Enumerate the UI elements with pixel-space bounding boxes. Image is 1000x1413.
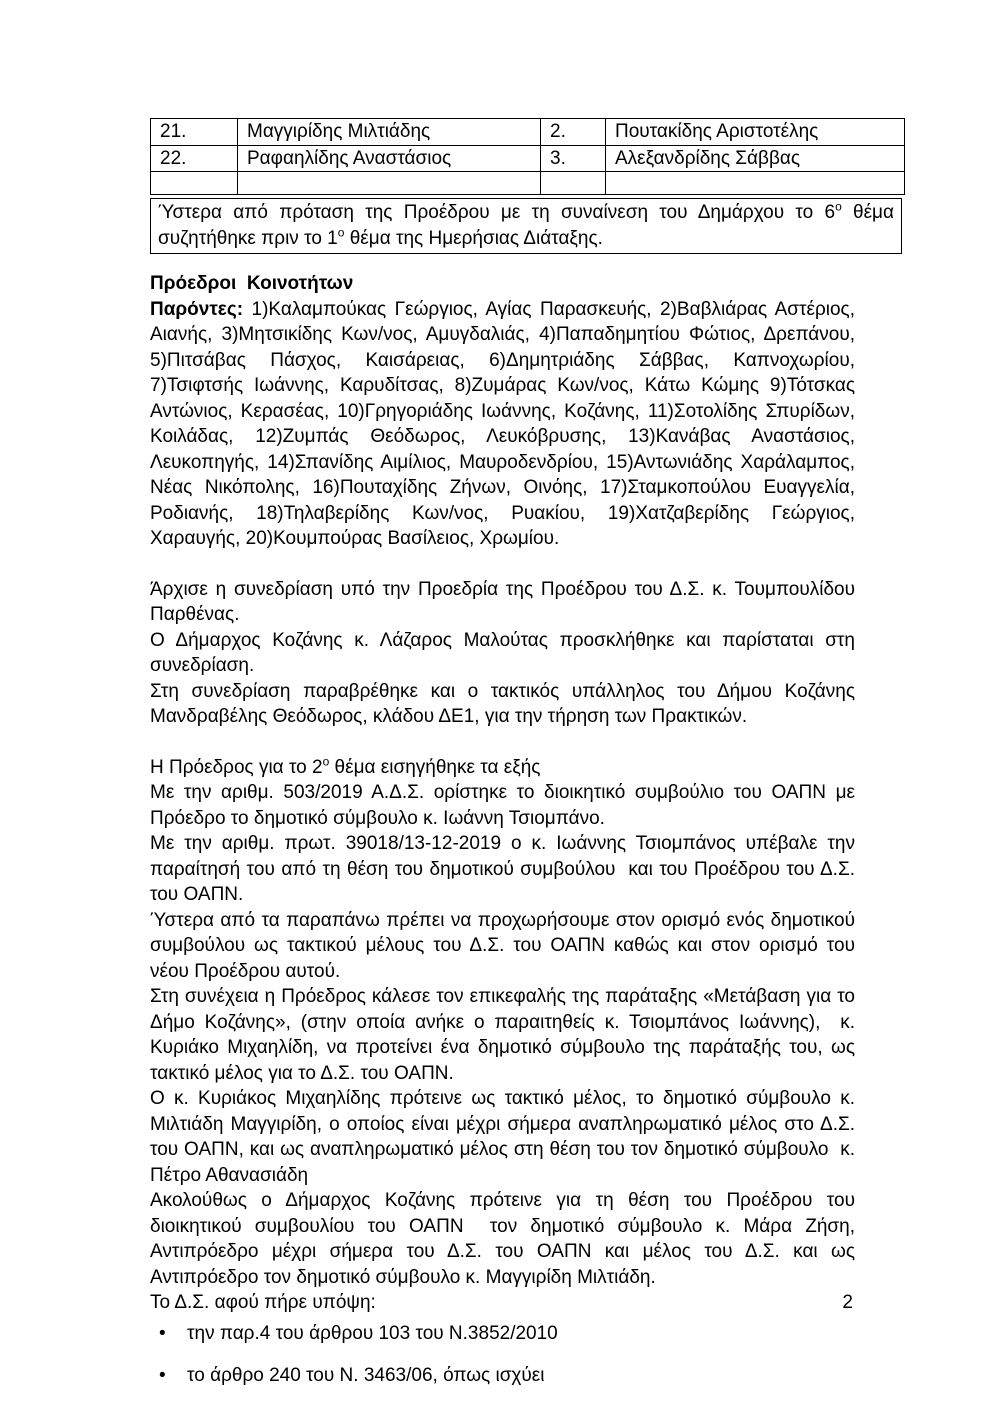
ordinal-superscript: ο: [337, 225, 345, 240]
table-row: [151, 119, 905, 146]
paragraph-michailidis-proposal: Ο κ. Κυριάκος Μιχαηλίδης πρότεινε ως τακτικό μέλος, το δημοτικό σύμβουλο κ. Μιλτιάδη Μαγγιρίδη, ο οποίος είναι μέχρι σήμερα αναπληρωματικό μέλος στο Δ.Σ. του ΟΑΠΝ, και ως αναπληρωματικό μέλος στη θέση του τον δημοτικό σύμβουλο κ. Πέτρο Αθανασιάδη: [150, 1088, 855, 1186]
paragraph-took-into-account: Το Δ.Σ. αφού πήρε υπόψη:: [150, 1292, 376, 1313]
attendee-name-cell: [238, 172, 541, 195]
present-list-text: 1)Καλαμπούκας Γεώργιος, Αγίας Παρασκευής, 2)Βαβλιάρας Αστέριος, Αιανής, 3)Μητσικίδης Κων/νος, Αμυγδαλιάς, 4)Παπαδημητίου Φώτιος, Δρεπάνου, 5)Πιτσάβας Πάσχος, Καισάρειας, 6)Δημητριάδης Σάββας, Καπνοχωρίου, 7)Τσιφτσής Ιωάννης, Καρυδίτσας, 8)Ζυμάρας Κων/νος, Κάτω Κώμης 9)Τότσκας Αντώνιος, Κερασέας, 10)Γρηγοριάδης Ιωάννης, Κοζάνης, 11)Σοτολίδης Σπυρίδων, Κοιλάδας, 12)Ζυμπάς Θεόδωρος, Λευκόβρυσης, 13)Κανάβας Αναστάσιος, Λευκοπηγής, 14)Σπανίδης Αιμίλιος, Μαυροδενδρίου, 15)Αντωνιάδης Χαράλαμπος, Νέας Νικόπολης, 16)Πουταχίδης Ζήνων, Οινόης, 17)Σταμκοπούλου Ευαγγελία, Ροδιανής, 18)Τηλαβερίδης Κων/νος, Ρυακίου, 19)Χατζαβερίδης Γεώργιος, Χαραυγής, 20)Κουμπούρας Βασίλειος, Χρωμίου.: [150, 298, 855, 549]
attendee-number-cell: 3.: [541, 145, 606, 172]
page-number: 2: [842, 1292, 853, 1313]
ordinal-superscript: ο: [322, 754, 330, 769]
paragraph-clerk-present: Στη συνεδρίαση παραβρέθηκε και ο τακτικός υπάλληλος του Δήμου Κοζάνης Μανδραβέλης Θεόδωρος, κλάδου ΔΕ1, για την τήρηση των Πρακτικών.: [150, 680, 855, 727]
notice-text: θέμα της Ημερήσιας Διάταξης.: [344, 227, 603, 249]
attendee-name-cell: Ραφαηλίδης Αναστάσιος: [238, 145, 541, 172]
legal-references-list: [150, 1321, 855, 1389]
ordinal-superscript: ο: [835, 199, 842, 214]
attendee-number-cell: 2.: [541, 119, 606, 146]
attendee-number-cell: 21.: [151, 119, 238, 146]
paragraph-appointment-503: Με την αριθμ. 503/2019 Α.Δ.Σ. ορίστηκε το διοικητικό συμβούλιο του ΟΑΠΝ με Πρόεδρο το δημοτικό σύμβουλο κ. Ιωάννη Τσιομπάνο.: [150, 782, 855, 829]
paragraph-mayor-present: Ο Δήμαρχος Κοζάνης κ. Λάζαρος Μαλούτας προσκλήθηκε και παρίσταται στη συνεδρίαση.: [150, 629, 855, 676]
table-row-empty: [151, 172, 905, 195]
table-row: [151, 145, 905, 172]
paragraph-need-appointment: Ύστερα από τα παραπάνω πρέπει να προχωρήσουμε στον ορισμό ενός δημοτικού συμβούλου ως τακτικού μέλους του Δ.Σ. του ΟΑΠΝ καθώς και στον ορισμό του νέου Προέδρου αυτού.: [150, 909, 855, 982]
blank-line: [150, 730, 904, 755]
paragraph-topic-intro: [150, 755, 855, 781]
present-paragraph: [150, 297, 855, 552]
paragraph-resignation: Με την αριθμ. πρωτ. 39018/13-12-2019 ο κ. Ιωάννης Τσιομπάνος υπέβαλε την παραίτησή του από τη θέση του δημοτικού συμβούλου και του Προέδρου του Δ.Σ. του ΟΑΠΝ.: [150, 833, 855, 905]
attendee-name-cell: Μαγγιρίδης Μιλτιάδης: [238, 119, 541, 146]
blank-line: [150, 552, 904, 577]
attendee-number-cell: 22.: [151, 145, 238, 172]
notice-box: [150, 198, 902, 254]
topic-intro-text: Η Πρόεδρος για το 2: [150, 756, 323, 778]
notice-text: θέμα συζητήθηκε πριν το 1: [158, 202, 894, 249]
attendee-name-cell: [606, 172, 905, 195]
notice-text: Ύστερα από πρόταση της Προέδρου με τη συναίνεση του Δημάρχου το 6: [158, 202, 836, 223]
attendee-number-cell: [541, 172, 606, 195]
attendees-table: [150, 118, 905, 195]
paragraph-invite-leader: Στη συνέχεια η Πρόεδρος κάλεσε τον επικεφαλής της παράταξης «Μετάβαση για το Δήμο Κοζάνης», (στην οποία ανήκε ο παραιτηθείς κ. Τσιομπάνος Ιωάννης), κ. Κυριάκο Μιχαηλίδη, να προτείνει ένα δημοτικό σύμβουλο της παράταξής του, ως τακτικό μέλος για το Δ.Σ. του ΟΑΠΝ.: [150, 986, 855, 1084]
topic-intro-text: θέμα εισηγήθηκε τα εξής: [329, 756, 541, 778]
paragraph-session-start: Άρχισε η συνεδρίαση υπό την Προεδρία της Προέδρου του Δ.Σ. κ. Τουμπουλίδου Παρθένας.: [150, 578, 855, 625]
paragraph-mayor-proposal: Ακολούθως ο Δήμαρχος Κοζάνης πρότεινε για τη θέση του Προέδρου του διοικητικού συμβουλίου του ΟΑΠΝ τον δημοτικό σύμβουλο κ. Μάρα Ζήση, Αντιπρόεδρο μέχρι σήμερα του Δ.Σ. του ΟΑΠΝ και μέλος του Δ.Σ. και ως Αντιπρόεδρο τον δημοτικό σύμβουλο κ. Μαγγιρίδη Μιλτιάδη.: [150, 1190, 855, 1288]
attendee-name-cell: Αλεξανδρίδης Σάββας: [606, 145, 905, 172]
page-content: [150, 118, 904, 1389]
attendee-name-cell: Πουτακίδης Αριστοτέλης: [606, 119, 905, 146]
section-heading: Πρόεδροι Κοινοτήτων: [150, 273, 354, 294]
list-item: • το άρθρο 240 του Ν. 3463/06, όπως ισχύει: [150, 1363, 855, 1389]
present-label: Παρόντες:: [150, 298, 244, 320]
list-item: • την παρ.4 του άρθρου 103 του Ν.3852/2010: [150, 1321, 855, 1347]
attendee-number-cell: [151, 172, 238, 195]
